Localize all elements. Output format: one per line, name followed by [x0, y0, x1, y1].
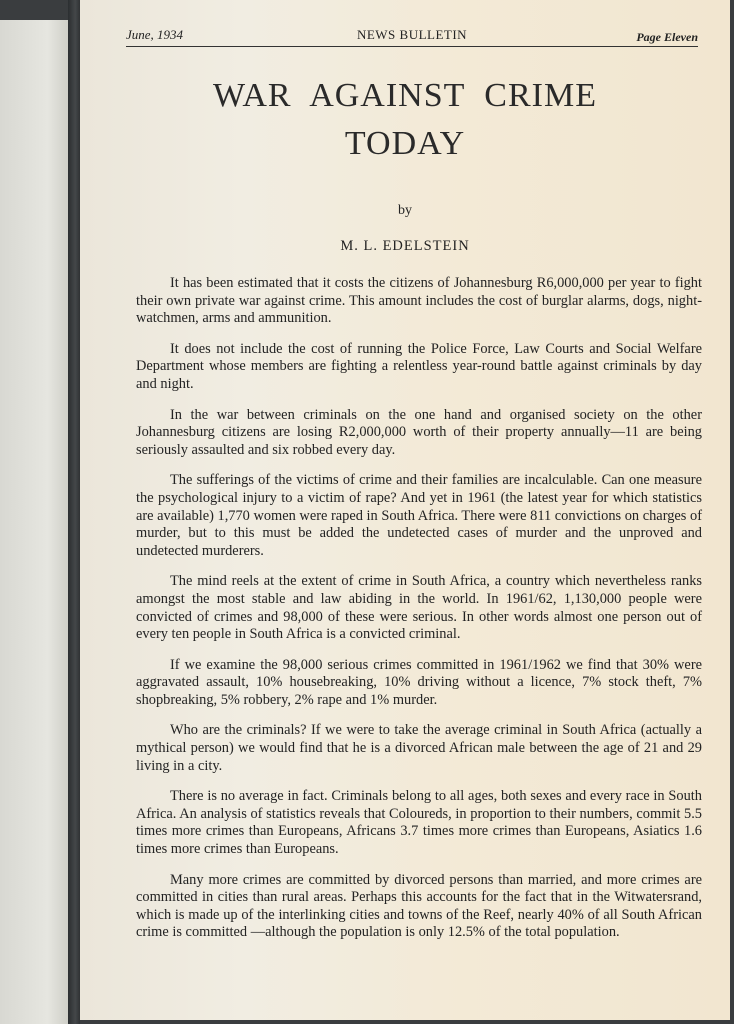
book-spine	[68, 0, 80, 1024]
publication-name: NEWS BULLETIN	[356, 27, 468, 42]
paragraph: It does not include the cost of running the Police Force, Law Courts and Social Welfare Department whose members are fighting a relentless year-round battle against criminals by day and night.	[136, 340, 702, 392]
article-body	[136, 275, 702, 955]
bulletin-page	[80, 0, 730, 1020]
paragraph: There is no average in fact. Criminals belong to all ages, both sexes and every race in South Africa. An analysis of statistics reveals that Coloureds, in proportion to their numbers, commit 5.5 times more crimes than Europeans, Africans 3.7 times more crimes than Europeans, Asiatics 1.6 times more crimes than Europeans.	[136, 788, 702, 858]
facing-page-edge	[0, 20, 68, 1024]
paragraph: The sufferings of the victims of crime and their families are incalculable. Can one measure the psychological injury to a victim of rape? And yet in 1961 (the latest year for which statistics are available) 1,770 women were raped in South Africa. There were 811 convictions on charges of murder, but to this must be added the undetected cases of murder and the unproved and undetected murderers.	[136, 472, 702, 559]
author-name: M. L. EDELSTEIN	[340, 238, 470, 254]
paragraph: It has been estimated that it costs the citizens of Johannesburg R6,000,000 per year to fight their own private war against crime. This amount includes the cost of burglar alarms, dogs, night-watchmen, arms and ammunition.	[136, 275, 702, 327]
issue-date: June, 1934	[126, 27, 184, 42]
paragraph: In the war between criminals on the one hand and organised society on the other Johannesburg citizens are losing R2,000,000 worth of their property annually—11 are being seriously assaulted and six robbed every day.	[136, 406, 702, 458]
paragraph: The mind reels at the extent of crime in South Africa, a country which nevertheless ranks amongst the most stable and law abiding in the world. In 1961/62, 1,130,000 people were convicted of crimes and 98,000 of these were serious. In other words almost one person out of every ten people in South Africa is a convicted criminal.	[136, 573, 702, 643]
title-line-2: TODAY	[344, 125, 466, 162]
running-header	[126, 24, 698, 47]
title-line-1: WAR AGAINST CRIME	[213, 77, 597, 114]
article-title	[80, 72, 730, 168]
paragraph: Who are the criminals? If we were to take the average criminal in South Africa (actually a mythical person) we would find that he is a divorced African male between the age of 21 and 29 living in a city.	[136, 722, 702, 774]
paragraph: Many more crimes are committed by divorced persons than married, and more crimes are committed in cities than rural areas. Perhaps this accounts for the fact that in the Witwatersrand, which is made up of the interlinking cities and towns of the Reef, nearly 40% of all South African crime is committed —although the population is only 12.5% of the total population.	[136, 871, 702, 941]
page-number: Page Eleven	[636, 30, 698, 44]
byline-prefix: by	[398, 203, 412, 218]
paragraph: If we examine the 98,000 serious crimes committed in 1961/1962 we find that 30% were aggravated assault, 10% housebreaking, 10% driving without a licence, 7% stock theft, 7% shopbreaking, 5% robbery, 2% rape and 1% murder.	[136, 656, 702, 708]
